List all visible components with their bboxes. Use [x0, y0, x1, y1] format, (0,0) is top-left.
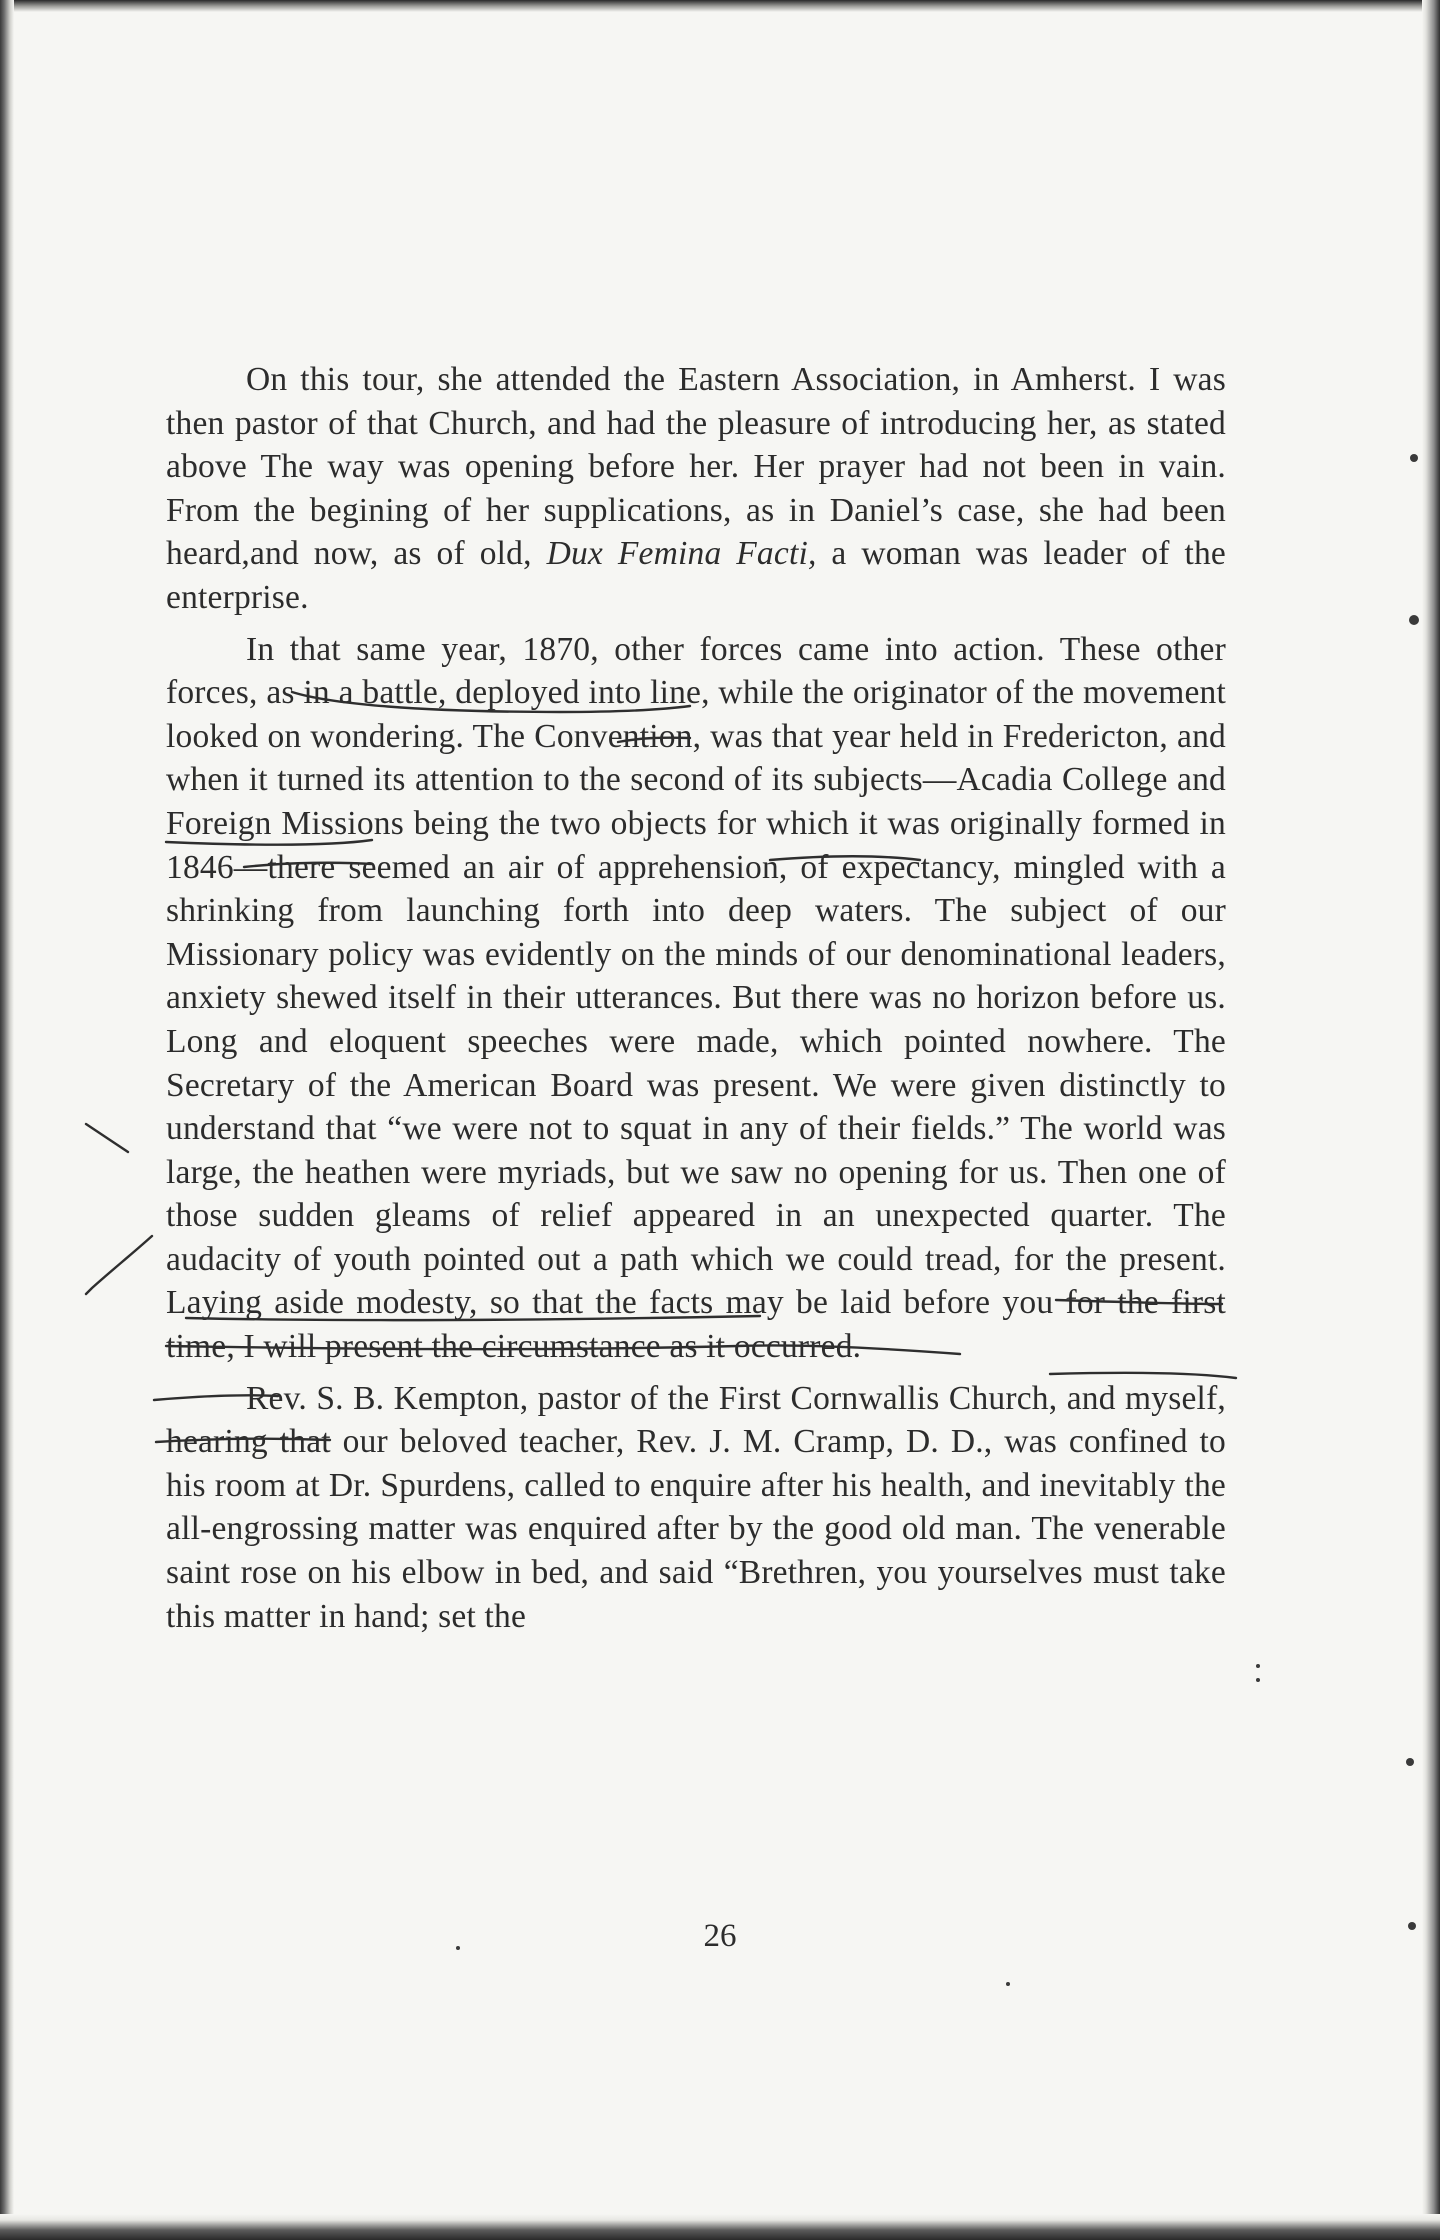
- scan-bottom-edge: [0, 2214, 1440, 2240]
- pen-side-mark-upper: [86, 1124, 128, 1152]
- paragraph-1: [166, 358, 1226, 620]
- scan-top-edge: [0, 0, 1440, 12]
- paragraph-1-text-start: On this tour, she attended the Eastern Association, in Amherst. I was then pastor of that Church, and had the pleasure of introducing her, as stated above The way was opening before her. Her prayer had not been in vain. From the begining of her supplications, as in Daniel’s case, she had been heard,and now, as of old,: [166, 361, 1226, 573]
- scan-speck-8: [1256, 1678, 1260, 1682]
- scan-speck-7: [1256, 1664, 1260, 1668]
- paragraph-1-text-end: a woman was leader of the enterprise.: [166, 535, 1226, 616]
- pen-side-mark-lower: [86, 1236, 152, 1294]
- scan-speck-2: [1409, 615, 1419, 625]
- latin-phrase: Dux Femina Facti,: [546, 535, 817, 573]
- paragraph-2: In that same year, 1870, other forces came into action. These other forces, as in a battle, deployed into line, while the originator of the movement looked on wondering. The Convention, was that year held in Fredericton, and when it turned its attention to the second of its subjects—Acadia College and Foreign Missions being the two objects for which it was originally formed in 1846—there seemed an air of apprehension, of expectancy, mingled with a shrinking from launching forth into deep waters. The subject of our Missionary policy was evidently on the minds of our denominational leaders, anxiety shewed itself in their utterances. But there was no horizon before us. Long and eloquent speeches were made, which pointed nowhere. The Secretary of the American Board was present. We were given distinctly to understand that “we were not to squat in any of their fields.” The world was large, the heathen were myriads, but we saw no opening for us. Then one of those sudden gleams of relief appeared in an unexpected quarter. The audacity of youth pointed out a path which we could tread, for the present. Laying aside modesty, so that the facts may be laid before you for the first time, I will present the circumstance as it occurred.: [166, 630, 1226, 1366]
- body-text: [166, 358, 1226, 1638]
- scan-speck-3: [1406, 1758, 1414, 1766]
- paragraph-3: Rev. S. B. Kempton, pastor of the First Cornwallis Church, and myself, hearing that our beloved teacher, Rev. J. M. Cramp, D. D., was confined to his room at Dr. Spurdens, called to enquire after his health, and inevitably the all-engrossing matter was enquired after by the good old man. The venerable saint rose on his elbow in bed, and said “Brethren, you yourselves must take this matter in hand; set the: [166, 1379, 1226, 1635]
- scan-right-edge: [1422, 0, 1440, 2240]
- scan-speck-6: [1006, 1982, 1010, 1986]
- scan-speck-1: [1410, 454, 1418, 462]
- scan-left-edge: [0, 0, 14, 2240]
- page-number: 26: [703, 1918, 737, 1954]
